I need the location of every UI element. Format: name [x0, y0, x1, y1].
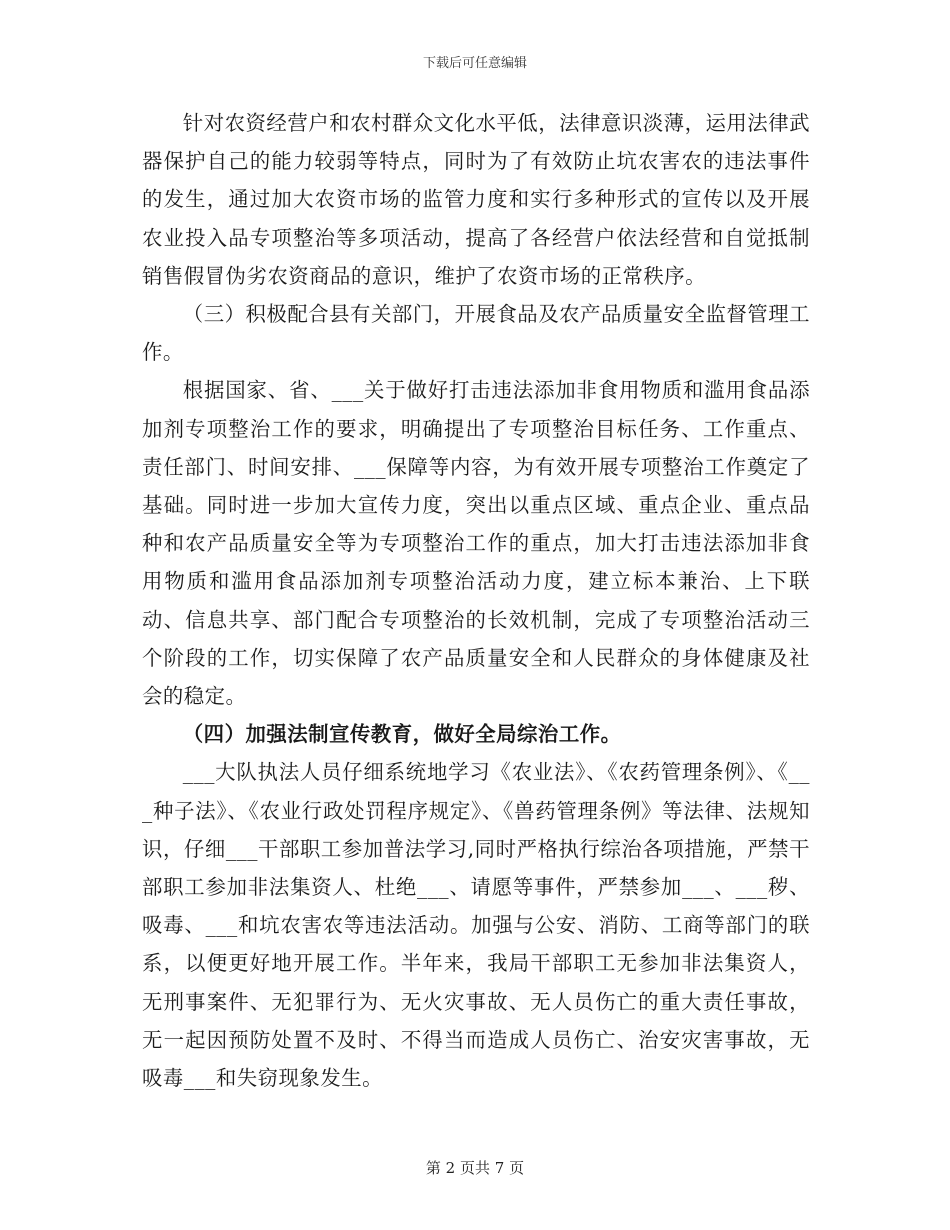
- page-header: 下载后可任意编辑: [422, 56, 527, 71]
- page-footer: 第 2 页共 7 页: [425, 1159, 525, 1177]
- paragraph-5: ___大队执法人员仔细系统地学习《农业法》、《农药管理条例》、《___种子法》、《农业行政处罚程序规定》、《兽药管理条例》等法律、法规知识，仔细___干部职工参加普法学习,同时严格执行综治各项措施，严禁干部职工参加非法集资人、杜绝___、请愿等事件，严禁参加___、___秽、吸毒、___和坑农害农等违法活动。加强与公安、消防、工商等部门的联系，以便更好地开展工作。半年来，我局干部职工无参加非法集资人，无刑事案件、无犯罪行为、无火灾事故、无人员伤亡的重大责任事故，无一起因预防处置不及时、不得当而造成人员伤亡、治安灾害事故，无吸毒___和失窃现象发生。: [142, 760, 810, 1091]
- paragraph-3: 根据国家、省、___关于做好打击违法添加非食用物质和滥用食品添加剂专项整治工作的要求，明确提出了专项整治目标任务、工作重点、责任部门、时间安排、___保障等内容，为有效开展专项整治工作奠定了基础。同时进一步加大宣传力度，突出以重点区域、重点企业、重点品种和农产品质量安全等为专项整治工作的重点，加大打击违法添加非食用物质和滥用食品添加剂专项整治活动力度，建立标本兼治、上下联动、信息共享、部门配合专项整治的长效机制，完成了专项整治活动三个阶段的工作，切实保障了农产品质量安全和人民群众的身体健康及社会的稳定。: [142, 378, 810, 709]
- paragraph-4-heading: （四）加强法制宣传教育，做好全局综治工作。: [182, 722, 622, 747]
- paragraph-1: 针对农资经营户和农村群众文化水平低，法律意识淡薄，运用法律武器保护自己的能力较弱等特点，同时为了有效防止坑农害农的违法事件的发生，通过加大农资市场的监管力度和实行多种形式的宣传以及开展农业投入品专项整治等多项活动，提高了各经营户依法经营和自觉抵制销售假冒伪劣农资商品的意识，维护了农资市场的正常秩序。: [142, 111, 810, 288]
- paragraph-2-heading: （三）积极配合县有关部门，开展食品及农产品质量安全监督管理工作。: [142, 302, 810, 365]
- document-body: [142, 104, 810, 1097]
